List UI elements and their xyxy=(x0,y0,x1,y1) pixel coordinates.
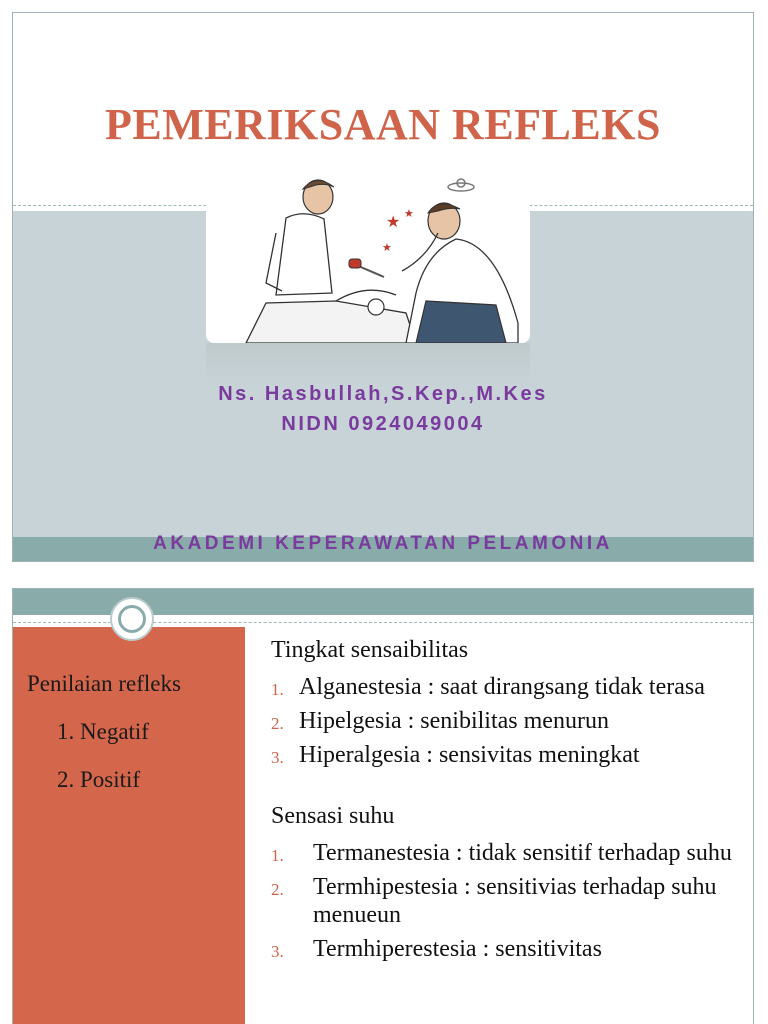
author-block xyxy=(13,379,753,439)
item-text: Hipelgesia : senibilitas menurun xyxy=(299,708,609,734)
doctor-patient-cartoon xyxy=(206,173,530,343)
item-label: Positif xyxy=(80,767,141,792)
item-text: Alganestesia : saat dirangsang tidak terasa xyxy=(299,674,705,700)
item-text: Termanestesia : tidak sensitif terhadap suhu xyxy=(313,840,732,866)
item-number: 1. xyxy=(271,680,284,699)
section-heading: Tingkat sensaibilitas xyxy=(271,637,469,663)
item-text: Termhiperestesia : sensitivitas xyxy=(313,936,602,962)
svg-text:★: ★ xyxy=(404,207,414,220)
left-list-item xyxy=(57,719,149,745)
right-content xyxy=(271,635,741,969)
item-number: 2. xyxy=(271,714,284,733)
list-item xyxy=(271,873,741,929)
item-number: 3. xyxy=(271,942,284,961)
left-panel-title: Penilaian refleks xyxy=(27,671,181,696)
item-number: 2. xyxy=(271,880,284,899)
author-name: Ns. Hasbullah,S.Kep.,M.Kes xyxy=(218,383,548,405)
list-item xyxy=(271,673,741,701)
institution-name: AKADEMI KEPERAWATAN PELAMONIA xyxy=(153,533,613,554)
section-heading: Sensasi suhu xyxy=(271,803,395,829)
title-slide xyxy=(12,12,754,562)
list-item xyxy=(271,839,741,867)
item-number: 2. xyxy=(57,767,75,792)
item-number: 3. xyxy=(271,748,284,767)
slide-title: PEMERIKSAAN REFLEKS xyxy=(105,100,661,149)
author-nidn: NIDN 0924049004 xyxy=(281,413,485,435)
left-list-item xyxy=(57,767,140,793)
item-number: 1. xyxy=(57,719,75,744)
list-item xyxy=(271,741,741,769)
content-slide xyxy=(12,588,754,1024)
item-text: Termhipestesia : sensitivias terhadap suhu menueun xyxy=(313,874,717,928)
list-item xyxy=(271,935,741,963)
item-label: Negatif xyxy=(80,719,149,744)
list-item xyxy=(271,707,741,735)
ring-ornament-icon xyxy=(110,597,154,641)
item-number: 1. xyxy=(271,846,284,865)
svg-text:★: ★ xyxy=(386,212,401,231)
item-text: Hiperalgesia : sensivitas meningkat xyxy=(299,742,640,768)
svg-text:★: ★ xyxy=(382,241,392,254)
reflex-exam-illustration xyxy=(206,173,530,343)
